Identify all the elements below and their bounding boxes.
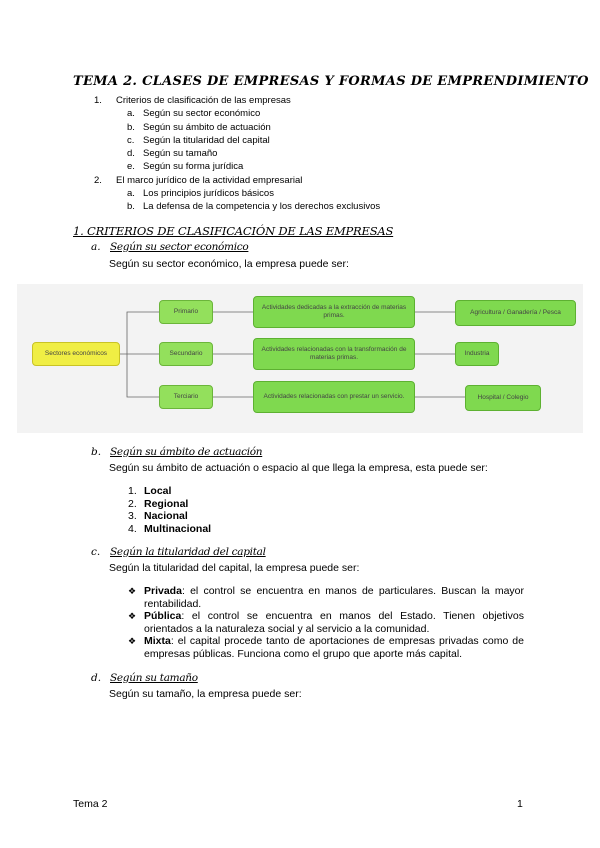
toc-sub-item: d. Según su tamaño [127,148,218,160]
toc-sub-item: a. Según su sector económico [127,108,261,120]
section-heading: 1. CRITERIOS DE CLASIFICACIÓN DE LAS EMPRESAS [73,224,394,238]
subsection-letter: c. [91,546,101,558]
toc-sub-item: b. Según su ámbito de actuación [127,121,271,133]
list-item: ❖ Mixta: el capital procede tanto de aportaciones de empresas privadas como de empresas públicas. Funciona como el grupo que aporte más capital. [128,635,524,660]
diamond-bullet-icon: ❖ [128,636,137,647]
subsection-title: Según la titularidad del capital [110,546,266,558]
sector-diagram [17,284,583,433]
page-number: 1 [517,798,523,810]
toc-sub-item: c. Según la titularidad del capital [127,134,270,146]
diagram-root-node: Sectores económicos [32,342,120,366]
ordered-list [128,485,211,535]
diagram-description-node: Actividades relacionadas con la transformación de materias primas. [253,338,415,370]
toc [94,94,380,214]
list-item: 3. Nacional [128,510,188,523]
list-item: 4. Multinacional [128,522,212,535]
subsection-letter: d. [91,672,102,684]
diagram-sector-node: Secundario [159,342,213,366]
list-item: ❖ Pública: el control se encuentra en manos del Estado. Tienen objetivos orientados a la naturaleza social y al servicio a la comunidad. [128,610,524,635]
subsection-letter: a. [91,241,101,253]
subsection-title: Según su tamaño [110,672,198,684]
paragraph: Según su tamaño, la empresa puede ser: [109,688,302,700]
subsection-title: Según su sector económico [110,241,249,253]
diagram-description-node: Actividades dedicadas a la extracción de materias primas. [253,296,415,328]
toc-item-2: 2. El marco jurídico de la actividad empresarial [94,174,303,186]
toc-sub-item: a. Los principios jurídicos básicos [127,188,274,200]
diagram-example-node: Hospital / Colegio [465,385,541,411]
subsection-letter: b. [91,446,102,458]
paragraph: Según la titularidad del capital, la empresa puede ser: [109,562,360,574]
diagram-description-node: Actividades relacionadas con prestar un servicio. [253,381,415,413]
footer-label: Tema 2 [73,798,108,810]
diamond-bullet-icon: ❖ [128,611,137,622]
list-item: ❖ Privada: el control se encuentra en manos de particulares. Buscan la mayor rentabilidad. [128,585,524,610]
diagram-example-node: Industria [455,342,499,366]
toc-item-1: 1. Criterios de clasificación de las empresas [94,95,291,106]
toc-sub-item: e. Según su forma jurídica [127,161,244,173]
document-title: TEMA 2. CLASES DE EMPRESAS Y FORMAS DE EMPRENDIMIENTO [73,74,589,89]
diamond-bullet-icon: ❖ [128,586,137,596]
paragraph: Según su sector económico, la empresa puede ser: [109,258,349,270]
list-item: 1. Local [128,485,172,497]
list-item: 2. Regional [128,497,189,510]
diagram-sector-node: Terciario [159,385,213,409]
paragraph: Según su ámbito de actuación o espacio al que llega la empresa, esta puede ser: [109,462,488,474]
bullet-list [128,585,524,661]
diagram-sector-node: Primario [159,300,213,324]
diagram-example-node: Agricultura / Ganadería / Pesca [455,300,576,326]
toc-sub-item: b. La defensa de la competencia y los derechos exclusivos [127,201,381,213]
subsection-title: Según su ámbito de actuación [110,446,263,458]
